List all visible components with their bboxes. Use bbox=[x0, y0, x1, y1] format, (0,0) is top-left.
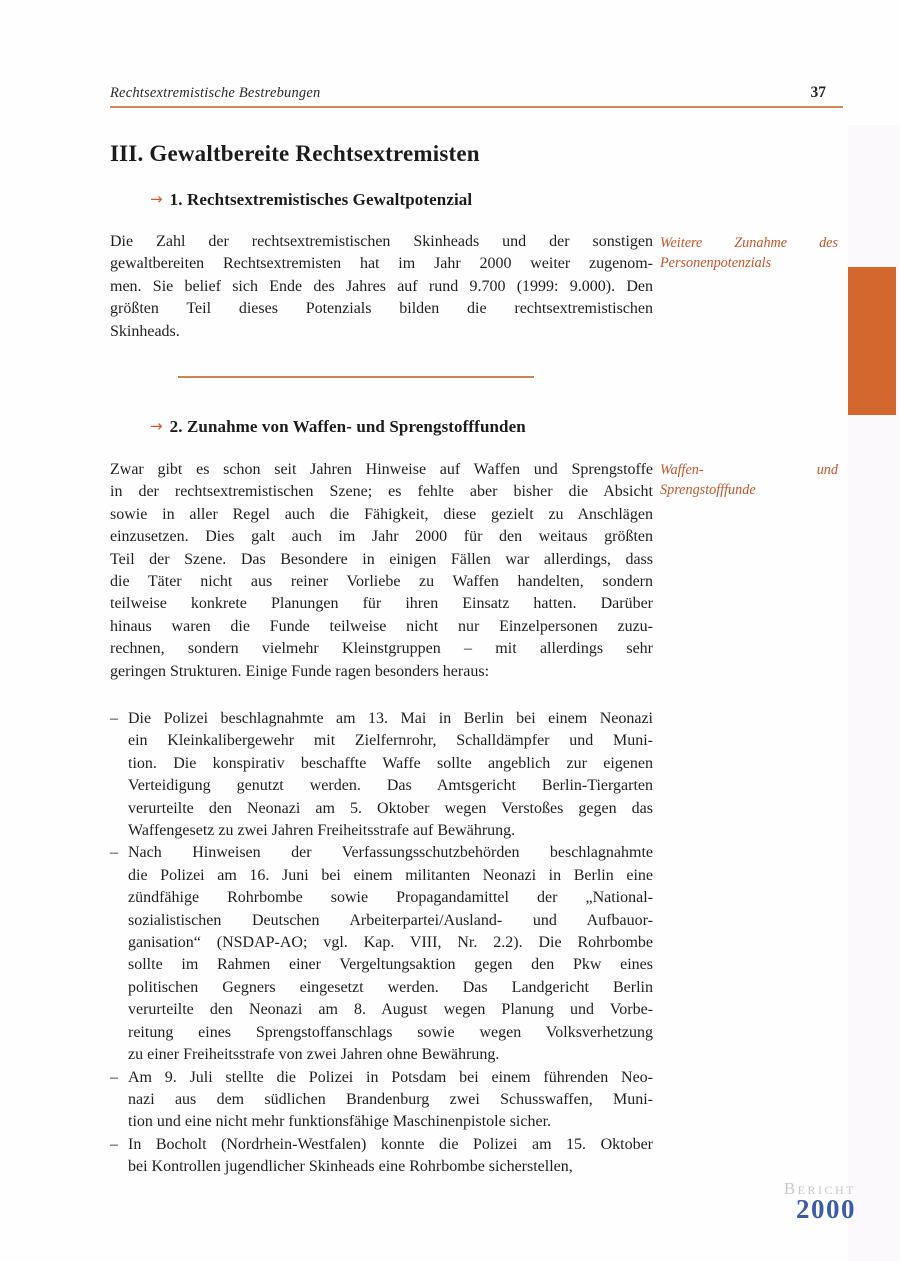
running-header-title: Rechtsextremistische Bestrebungen bbox=[110, 85, 321, 101]
section-heading-1 bbox=[150, 190, 472, 210]
text-line: Die Polizei beschlagnahmte am 13. Mai in Berlin bei einem Neonazi bbox=[128, 710, 653, 727]
paragraph-2 bbox=[110, 459, 653, 683]
report-logo bbox=[784, 1180, 856, 1222]
text-line: Waffengesetz zu zwei Jahren Freiheitsstrafe auf Bewährung. bbox=[128, 822, 516, 840]
list-item bbox=[110, 708, 653, 842]
list-item bbox=[110, 842, 653, 1066]
bullet-dash-marker: – bbox=[110, 1135, 118, 1153]
text-line: sowie in aller Regel auch die Fähigkeit, diese gezielt zu Anschlägen bbox=[110, 505, 653, 523]
text-line: men. Sie belief sich Ende des Jahres auf rund 9.700 (1999: 9.000). Den bbox=[110, 277, 653, 295]
text-line: zündfähige Rohrbombe sowie Propagandamittel der „National- bbox=[128, 889, 653, 907]
logo-year: 2000 bbox=[796, 1194, 856, 1224]
text-line: Die Zahl der rechtsextremistischen Skinheads und der sonstigen bbox=[110, 233, 653, 250]
text-line: geringen Strukturen. Einige Funde ragen besonders heraus: bbox=[110, 662, 490, 680]
chapter-tab-marker bbox=[848, 267, 896, 415]
text-line: In Bocholt (Nordrhein-Westfalen) konnte die Polizei am 15. Oktober bbox=[128, 1135, 653, 1153]
text-line: rechnen, sondern vielmehr Kleinstgruppen – mit allerdings sehr bbox=[110, 640, 653, 658]
header-rule bbox=[110, 106, 843, 108]
text-line: teilweise konkrete Planungen für ihren Einsatz hatten. Darüber bbox=[110, 595, 653, 613]
text-line: nazi aus dem südlichen Brandenburg zwei Schusswaffen, Muni- bbox=[128, 1090, 653, 1108]
paragraph-1 bbox=[110, 231, 653, 343]
text-line: Skinheads. bbox=[110, 322, 180, 340]
arrow-icon: → bbox=[150, 190, 163, 208]
bullet-dash-marker: – bbox=[110, 844, 118, 862]
section-divider-rule bbox=[178, 376, 534, 378]
text-line: tion. Die konspirativ beschaffte Waffe sollte angeblich zur eigenen bbox=[128, 754, 653, 772]
text-line: die Täter nicht aus reiner Vorliebe zu Waffen handelten, sondern bbox=[110, 573, 653, 591]
text-line: in der rechtsextremistischen Szene; es fehlte aber bisher die Absicht bbox=[110, 483, 653, 501]
list-item bbox=[110, 1067, 653, 1134]
text-line: reitung eines Sprengstoffanschlags sowie wegen Volksverhetzung bbox=[128, 1023, 653, 1041]
list-item bbox=[110, 1134, 653, 1179]
text-line: ganisation“ (NSDAP-AO; vgl. Kap. VIII, Nr. 2.2). Die Rohrbombe bbox=[128, 934, 653, 952]
arrow-icon: → bbox=[150, 417, 163, 435]
text-line: Weitere Zunahme des bbox=[660, 235, 838, 251]
text-line: Sprengstofffunde bbox=[660, 481, 756, 498]
text-line: tion und eine nicht mehr funktionsfähige Maschinenpistole sicher. bbox=[128, 1113, 552, 1131]
text-line: Am 9. Juli stellte die Polizei in Potsdam bei einem führenden Neo- bbox=[128, 1068, 653, 1086]
margin-note-1 bbox=[660, 234, 838, 273]
section-heading-2-label: 2. Zunahme von Waffen- und Sprengstofffunden bbox=[169, 417, 526, 436]
bullet-dash-marker: – bbox=[110, 1068, 118, 1086]
text-line: Teil der Szene. Das Besondere in einigen Fällen war allerdings, dass bbox=[110, 550, 653, 568]
margin-note-2 bbox=[660, 461, 838, 500]
text-line: die Polizei am 16. Juni bei einem militanten Neonazi in Berlin eine bbox=[128, 866, 653, 884]
logo-word: Bericht bbox=[783, 1179, 856, 1198]
text-line: Verteidigung genutzt werden. Das Amtsgericht Berlin-Tiergarten bbox=[128, 777, 653, 795]
text-line: sollte im Rahmen einer Vergeltungsaktion gegen den Pkw eines bbox=[128, 956, 653, 974]
text-line: einzusetzen. Dies galt auch im Jahr 2000 für den weitaus größten bbox=[110, 528, 653, 546]
bullet-dash-marker: – bbox=[110, 710, 118, 727]
text-line: Waffen- und bbox=[660, 462, 838, 478]
section-heading-1-label: 1. Rechtsextremistisches Gewaltpotenzial bbox=[169, 190, 473, 209]
text-line: Nach Hinweisen der Verfassungsschutzbehörden beschlagnahmte bbox=[128, 844, 653, 862]
bullet-list bbox=[110, 708, 653, 1179]
text-line: politischen Gegners eingesetzt werden. Das Landgericht Berlin bbox=[128, 978, 653, 996]
text-line: Zwar gibt es schon seit Jahren Hinweise auf Waffen und Sprengstoffe bbox=[110, 461, 653, 478]
text-line: verurteilte den Neonazi am 8. August wegen Planung und Vorbe- bbox=[128, 1001, 653, 1019]
page-number: 37 bbox=[810, 84, 826, 101]
text-line: hinaus waren die Funde teilweise nicht nur Einzelpersonen zuzu- bbox=[110, 617, 653, 635]
text-line: zu einer Freiheitsstrafe von zwei Jahren ohne Bewährung. bbox=[128, 1046, 500, 1064]
text-line: verurteilte den Neonazi am 5. Oktober wegen Verstoßes gegen das bbox=[128, 799, 653, 817]
text-line: bei Kontrollen jugendlicher Skinheads eine Rohrbombe sicherstellen, bbox=[128, 1158, 573, 1176]
section-heading-2 bbox=[150, 417, 526, 437]
text-line: größten Teil dieses Potenzials bilden die rechtsextremistischen bbox=[110, 300, 653, 318]
text-line: Personenpotenzials bbox=[660, 254, 772, 271]
text-line: sozialistischen Deutschen Arbeiterpartei/Ausland- und Aufbauor- bbox=[128, 911, 653, 929]
chapter-title: III. Gewaltbereite Rechtsextremisten bbox=[110, 141, 480, 166]
text-line: ein Kleinkalibergewehr mit Zielfernrohr, Schalldämpfer und Muni- bbox=[128, 732, 653, 750]
text-line: gewaltbereiten Rechtsextremisten hat im Jahr 2000 weiter zugenom- bbox=[110, 255, 653, 273]
